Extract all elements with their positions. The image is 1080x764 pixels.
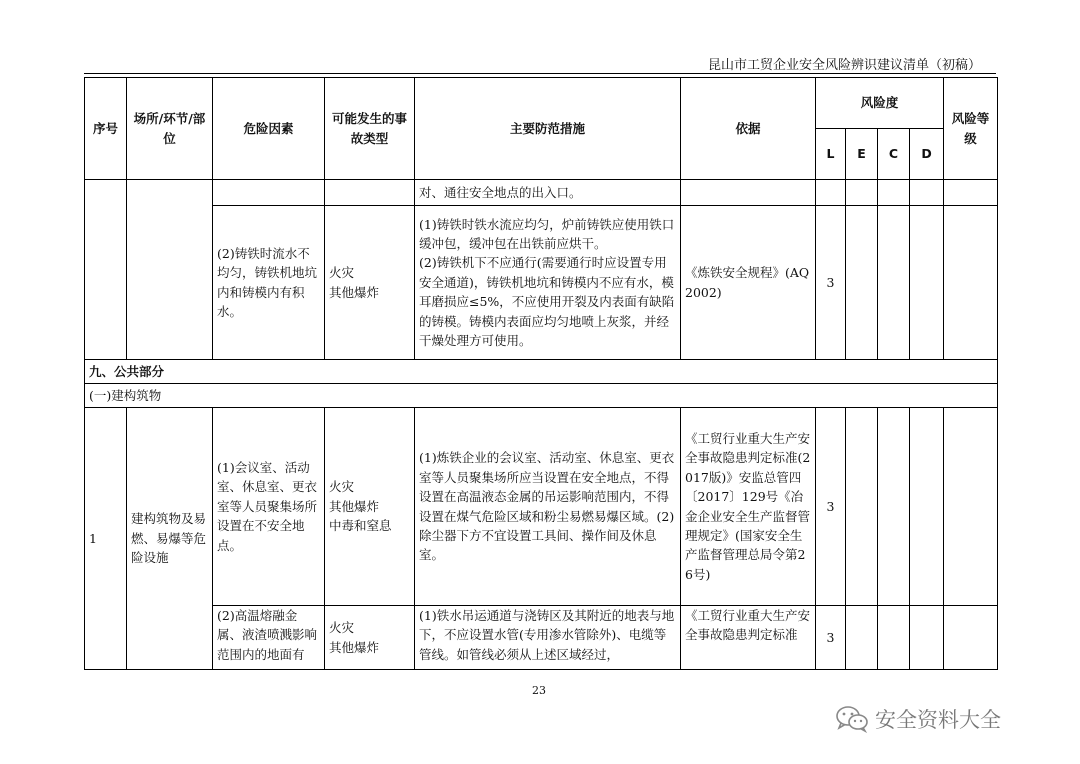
risk-table xyxy=(84,77,998,670)
header-E: E xyxy=(846,129,878,180)
header-rule xyxy=(84,73,996,74)
watermark-text: 安全资料大全 xyxy=(875,708,1001,732)
cell-level xyxy=(944,206,998,360)
cell-basis: 《炼铁安全规程》(AQ2002) xyxy=(681,206,816,360)
header-D: D xyxy=(910,129,944,180)
cell-hazard: (2)高温熔融金属、液渣喷溅影响范围内的地面有 xyxy=(213,606,325,670)
accident-type: 其他爆炸 xyxy=(329,284,380,300)
header-seq: 序号 xyxy=(85,78,127,180)
document-title: 昆山市工贸企业安全风险辨识建议清单（初稿） xyxy=(708,58,982,73)
header-location: 场所/环节/部位 xyxy=(127,78,213,180)
cell-seq: 1 xyxy=(85,408,127,670)
subsection-title: (一)建构筑物 xyxy=(85,384,998,408)
cell-E xyxy=(846,606,878,670)
cell-basis: 《工贸行业重大生产安全事故隐患判定标准 xyxy=(681,606,816,670)
cell-C xyxy=(878,408,910,606)
cell-seq xyxy=(85,180,127,360)
accident-type: 火灾 xyxy=(329,265,355,281)
watermark xyxy=(835,704,1001,734)
cell-L xyxy=(816,180,846,206)
measure-item: (2)铸铁机下不应通行(需要通行时应设置专用安全通道)，铸铁机地坑和铸模内不应有水，模耳磨损应≤5%，不应使用开裂及内表面有缺陷的铸模。铸模内表面应均匀地喷上灰浆，并经干燥处理方可使用。 xyxy=(419,255,675,348)
cell-location: 建构筑物及易燃、易爆等危险设施 xyxy=(127,408,213,670)
cell-E xyxy=(846,180,878,206)
header-basis: 依据 xyxy=(681,78,816,180)
cell-level xyxy=(944,606,998,670)
header-hazard: 危险因素 xyxy=(213,78,325,180)
cell-E xyxy=(846,206,878,360)
cell-level xyxy=(944,408,998,606)
accident-type: 火灾 xyxy=(329,620,355,636)
cell-L: 3 xyxy=(816,408,846,606)
cell-C xyxy=(878,206,910,360)
cell-accident xyxy=(325,408,415,606)
accident-type: 其他爆炸 xyxy=(329,498,380,514)
section-row xyxy=(85,360,998,384)
header-L: L xyxy=(816,129,846,180)
table-header-row xyxy=(85,78,998,129)
header-C: C xyxy=(878,129,910,180)
header-risk-level: 风险等级 xyxy=(944,78,998,180)
header-measures: 主要防范措施 xyxy=(415,78,681,180)
measure-item: (1)铸铁时铁水流应均匀，炉前铸铁应使用铁口缓冲包，缓冲包在出铁前应烘干。 xyxy=(419,216,675,252)
cell-D xyxy=(910,606,944,670)
table-row xyxy=(85,206,998,360)
table-row xyxy=(85,606,998,670)
table-row xyxy=(85,408,998,606)
cell-measures: (1)炼铁企业的会议室、活动室、休息室、更衣室等人员聚集场所应当设置在安全地点，不得设置在高温液态金属的吊运影响范围内，不得设置在煤气危险区域和粉尘易燃易爆区域。(2)除尘器下方不宜设置工具间、操作间及休息室。 xyxy=(415,408,681,606)
header-risk-degree: 风险度 xyxy=(816,78,944,129)
cell-D xyxy=(910,180,944,206)
cell-hazard: (2)铸铁时流水不均匀，铸铁机地坑内和铸模内有积水。 xyxy=(213,206,325,360)
cell-E xyxy=(846,408,878,606)
cell-basis xyxy=(681,180,816,206)
header-accident: 可能发生的事故类型 xyxy=(325,78,415,180)
cell-measures xyxy=(415,206,681,360)
cell-C xyxy=(878,180,910,206)
accident-type: 其他爆炸 xyxy=(329,639,380,655)
cell-L: 3 xyxy=(816,206,846,360)
cell-L: 3 xyxy=(816,606,846,670)
accident-type: 火灾 xyxy=(329,479,355,495)
cell-basis: 《工贸行业重大生产安全事故隐患判定标准(2017版)》安监总管四〔2017〕129号《冶金企业安全生产监督管理规定》(国家安全生产监督管理总局令第26号) xyxy=(681,408,816,606)
subsection-row xyxy=(85,384,998,408)
section-title: 九、公共部分 xyxy=(85,360,998,384)
cell-hazard: (1)会议室、活动室、休息室、更衣室等人员聚集场所设置在不安全地点。 xyxy=(213,408,325,606)
cell-level xyxy=(944,180,998,206)
cell-accident xyxy=(325,206,415,360)
cell-D xyxy=(910,408,944,606)
cell-D xyxy=(910,206,944,360)
cell-measures: (1)铁水吊运通道与浇铸区及其附近的地表与地下，不应设置水管(专用渗水管除外)、电缆等管线。如管线必须从上述区域经过， xyxy=(415,606,681,670)
cell-C xyxy=(878,606,910,670)
cell-accident xyxy=(325,606,415,670)
accident-type: 中毒和窒息 xyxy=(329,518,392,534)
wechat-icon xyxy=(835,705,869,733)
cell-accident xyxy=(325,180,415,206)
table-row xyxy=(85,180,998,206)
page-number: 23 xyxy=(532,684,546,697)
cell-hazard xyxy=(213,180,325,206)
cell-measures: 对、通往安全地点的出入口。 xyxy=(415,180,681,206)
cell-location xyxy=(127,180,213,360)
